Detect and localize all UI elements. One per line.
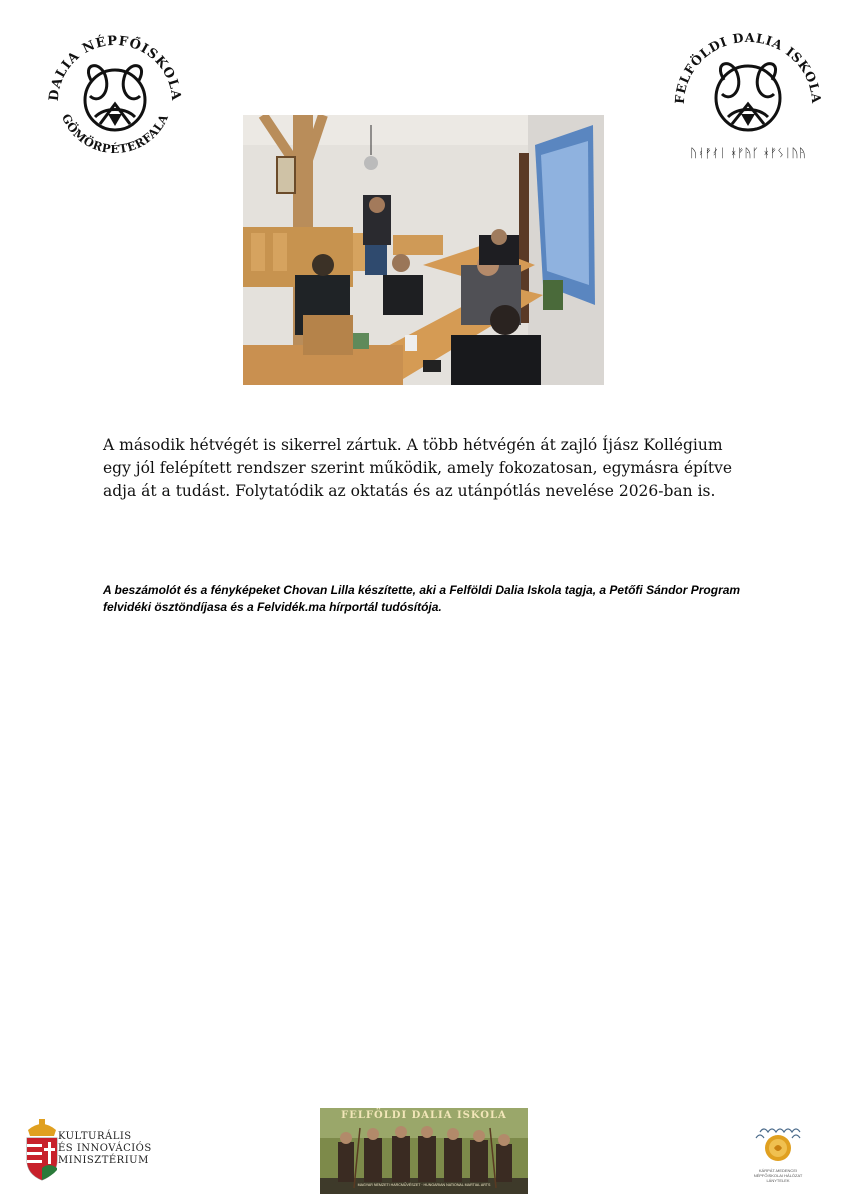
banner-title: FELFÖLDI DALIA ISKOLA [341,1110,507,1121]
dalia-nepfoiskola-logo [40,22,190,172]
ministry-line-2: ÉS INNOVÁCIÓS [58,1143,152,1154]
right-logo-top-text: FELFÖLDI DALIA ISKOLA [671,29,825,105]
ministry-line-3: MINISZTÉRIUM [58,1155,149,1166]
ministry-line-1: KULTURÁLIS [58,1131,132,1142]
karpat-network-sun-icon [738,1122,818,1170]
karpat-line-2: NÉPFŐISKOLAI HÁLÓZAT [753,1173,803,1178]
svg-text:DALIA NÉPFŐISKOLA [47,34,183,102]
dalia-knot-emblem-icon [668,20,828,170]
ministry-name [58,1131,152,1167]
karpat-line-3: LÁNYTELEK [766,1178,790,1183]
classroom-photo [243,115,604,385]
article-paragraph: A második hétvégét is sikerrel zártuk. A több hétvégén át zajló Íjász Kollégium egy jól felépített rendszer szerint működik, amely fokozatosan, egymásra építve adja át a tudást. Folytatódik az oktatás és az utánpótlás nevelése 2026-ban is. [103,436,733,500]
left-logo-bottom-text: GÖMÖRPÉTERFALA [58,111,172,157]
right-logo-runic-text: ᚢᚮᚡᚰᛁ ᚼᚠᚤᚴ ᚼᚠᛊᛁᚢᚤ [690,146,806,160]
banner-subtitle: MAGYAR NEMZETI HARCMŰVÉSZET · HUNGARIAN NATIONAL MARTIAL ARTS [357,1183,491,1187]
karpat-line-1: KÁRPÁT-MEDENCEI [758,1168,798,1173]
felfoldi-dalia-iskola-banner [320,1108,528,1194]
photo-credit: A beszámolót és a fényképeket Chovan Lilla készítette, aki a Felföldi Dalia Iskola tagja, a Petőfi Sándor Program felvidéki ösztöndíjasa és a Felvidék.ma hírportál tudósítója. [103,583,741,614]
dalia-knot-emblem-icon [40,22,190,172]
felfoldi-dalia-iskola-logo [668,20,828,170]
karpat-network-name [738,1168,818,1183]
left-logo-top-text: DALIA NÉPFŐISKOLA [46,33,184,102]
hungarian-coat-of-arms-icon [22,1118,62,1184]
